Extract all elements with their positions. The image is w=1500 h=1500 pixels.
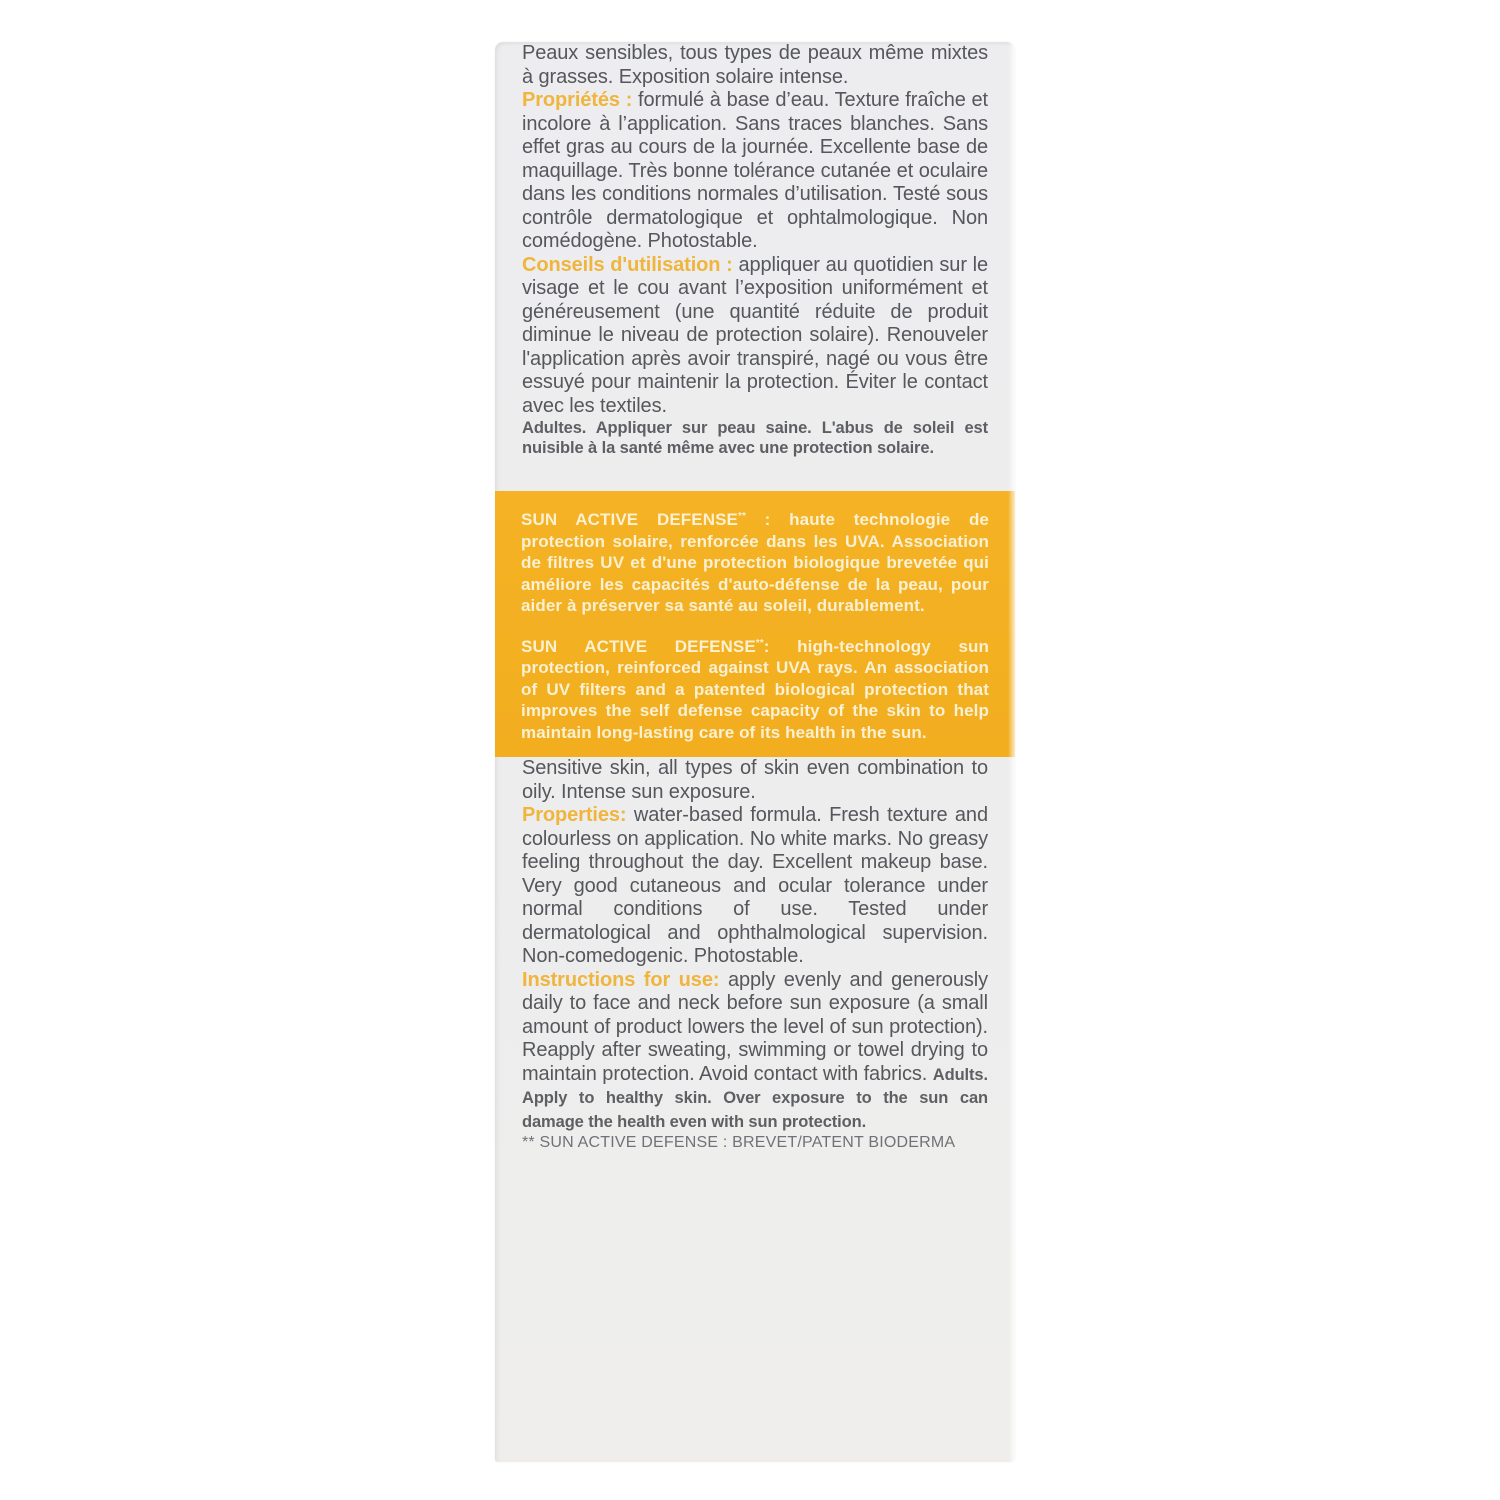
sun-active-defense-band — [495, 491, 1015, 757]
properties-label-en: Properties: — [522, 804, 627, 826]
properties-label-fr: Propriétés : — [522, 89, 633, 111]
product-box-back-panel — [495, 42, 1015, 1462]
usage-paragraph-fr — [522, 254, 988, 459]
properties-paragraph-en — [522, 804, 988, 969]
band-text-fr: : haute technologie de protection solaire, renforcée dans les UVA. Association de filtres UV et d'une protection biologique brevetée qui améliore les capacités d'auto-défense de la peau, pour aider à préserver sa santé au soleil, durablement. — [521, 510, 989, 615]
properties-text-en: water-based formula. Fresh texture and colourless on application. No white marks. No greasy feeling throughout the day. Excellent makeup base. Very good cutaneous and ocular tolerance under normal conditions of use. Tested under dermatological and ophthalmological supervision. Non-comedogenic. Photostable. — [522, 804, 988, 967]
intro-paragraph-en — [522, 757, 988, 804]
band-paragraph-fr — [521, 509, 989, 617]
intro-text-en: Sensitive skin, all types of skin even combination to oily. Intense sun exposure. — [522, 757, 988, 803]
properties-text-fr: formulé à base d’eau. Texture fraîche et incolore à l’application. Sans traces blanches. Sans effet gras au cours de la journée. Excellente base de maquillage. Très bonne tolérance cutanée et oculaire dans les conditions normales d’utilisation. Testé sous contrôle dermatologique et ophtalmologique. Non comédogène. Photostable. — [522, 89, 988, 252]
usage-smallprint-fr: Adultes. Appliquer sur peau saine. L'abus de soleil est nuisible à la santé même avec une protection solaire. — [522, 419, 988, 457]
panel-content — [495, 42, 1015, 1152]
usage-paragraph-en — [522, 969, 988, 1134]
band-asterisks-fr: ** — [737, 511, 746, 522]
intro-paragraph-fr — [522, 42, 988, 89]
band-text-en: : high-technology sun protection, reinforced against UVA rays. An association of UV filters and a patented biological protection that improves the self defense capacity of the skin to help maintain long-lasting care of its health in the sun. — [521, 636, 990, 742]
band-paragraph-en — [521, 636, 989, 744]
usage-label-fr: Conseils d'utilisation : — [522, 253, 733, 276]
band-label-fr: SUN ACTIVE DEFENSE — [521, 510, 738, 529]
band-asterisks-en: ** — [755, 637, 764, 649]
band-label-en: SUN ACTIVE DEFENSE — [521, 636, 756, 656]
usage-text-fr: appliquer au quotidien sur le visage et le cou avant l’exposition uniformément et généreusement (une quantité réduite de produit diminue le niveau de protection solaire). Renouveler l'application après avoir transpiré, nagé ou vous être essuyé pour maintenir la protection. Éviter le contact avec les textiles. — [522, 253, 988, 417]
intro-text-fr: Peaux sensibles, tous types de peaux même mixtes à grasses. Exposition solaire intense. — [522, 42, 988, 88]
patent-footnote: ** SUN ACTIVE DEFENSE : BREVET/PATENT BIODERMA — [522, 1134, 956, 1151]
usage-text-en: apply evenly and generously daily to face and neck before sun exposure (a small amount of product lowers the level of sun protection). Reapply after sweating, swimming or towel drying to maintain protection. Avoid contact with fabrics. — [522, 968, 988, 1085]
usage-label-en: Instructions for use: — [522, 968, 720, 991]
properties-paragraph-fr — [522, 89, 988, 254]
usage-smallprint-en: Adults. Apply to healthy skin. Over exposure to the sun can damage the health even with sun protection. — [522, 1065, 988, 1131]
